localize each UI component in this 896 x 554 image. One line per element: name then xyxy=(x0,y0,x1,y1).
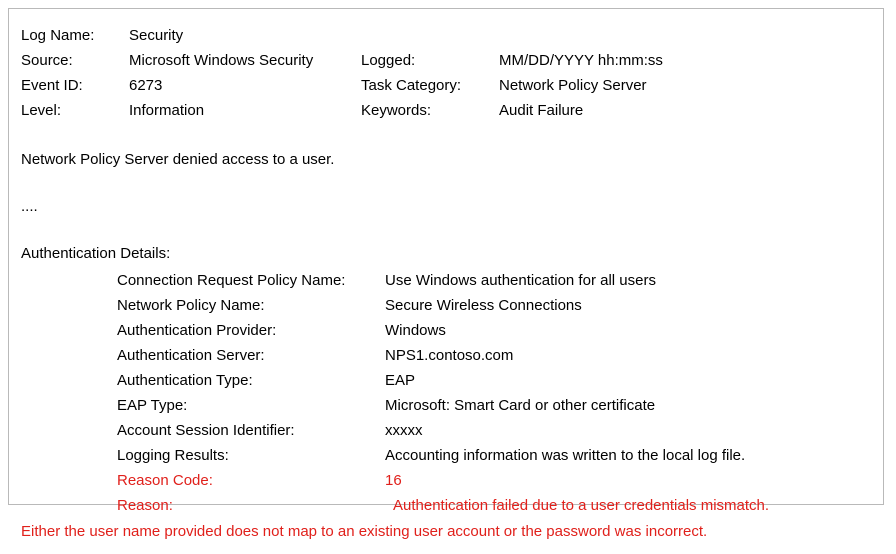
detail-key: Account Session Identifier: xyxy=(117,422,295,439)
field-label-event-id: Event ID: xyxy=(21,77,83,94)
detail-key: Authentication Type: xyxy=(117,372,253,389)
event-summary-text: Network Policy Server denied access to a user. xyxy=(21,151,335,168)
field-label-log-name: Log Name: xyxy=(21,27,95,44)
event-log-panel xyxy=(8,8,884,540)
event-log-content xyxy=(9,9,883,554)
detail-value: Windows xyxy=(385,322,446,339)
detail-value: EAP xyxy=(385,372,416,389)
detail-key: Network Policy Name: xyxy=(117,297,265,314)
event-truncation-ellipsis: .... xyxy=(21,198,38,215)
error-footnote: Either the user name provided does not map to an existing user account or the password was incorrect. xyxy=(21,523,708,540)
detail-key: Logging Results: xyxy=(117,447,229,464)
field-label-task-category: Task Category: xyxy=(361,77,462,94)
field-label-keywords: Keywords: xyxy=(361,102,432,119)
detail-value: NPS1.contoso.com xyxy=(385,347,514,364)
detail-value: Accounting information was written to the local log file. xyxy=(385,447,746,464)
field-label-source: Source: xyxy=(21,52,73,69)
detail-key: Authentication Provider: xyxy=(117,322,277,339)
detail-value: Microsoft: Smart Card or other certificate xyxy=(385,397,656,414)
authentication-details-table xyxy=(117,268,873,518)
detail-value: Secure Wireless Connections xyxy=(385,297,582,314)
detail-value: Use Windows authentication for all users xyxy=(385,272,656,289)
field-label-level: Level: xyxy=(21,102,62,119)
detail-key: Authentication Server: xyxy=(117,347,265,364)
detail-value-reason-code: 16 xyxy=(385,472,402,489)
field-value-task-category: Network Policy Server xyxy=(499,77,647,94)
field-value-event-id: 6273 xyxy=(129,77,163,94)
authentication-details-heading: Authentication Details: xyxy=(21,245,171,262)
detail-key: Connection Request Policy Name: xyxy=(117,272,346,289)
field-value-log-name: Security xyxy=(129,27,184,44)
field-value-level: Information xyxy=(129,102,205,119)
detail-value: xxxxx xyxy=(385,422,423,439)
event-header-fields xyxy=(21,23,873,123)
field-value-keywords: Audit Failure xyxy=(499,102,584,119)
detail-key: EAP Type: xyxy=(117,397,188,414)
detail-value-reason: Authentication failed due to a user credentials mismatch. xyxy=(393,497,770,514)
detail-key-reason: Reason: xyxy=(117,497,173,514)
detail-key-reason-code: Reason Code: xyxy=(117,472,213,489)
field-value-logged: MM/DD/YYYY hh:mm:ss xyxy=(499,52,663,69)
field-label-logged: Logged: xyxy=(361,52,416,69)
field-value-source: Microsoft Windows Security xyxy=(129,52,314,69)
